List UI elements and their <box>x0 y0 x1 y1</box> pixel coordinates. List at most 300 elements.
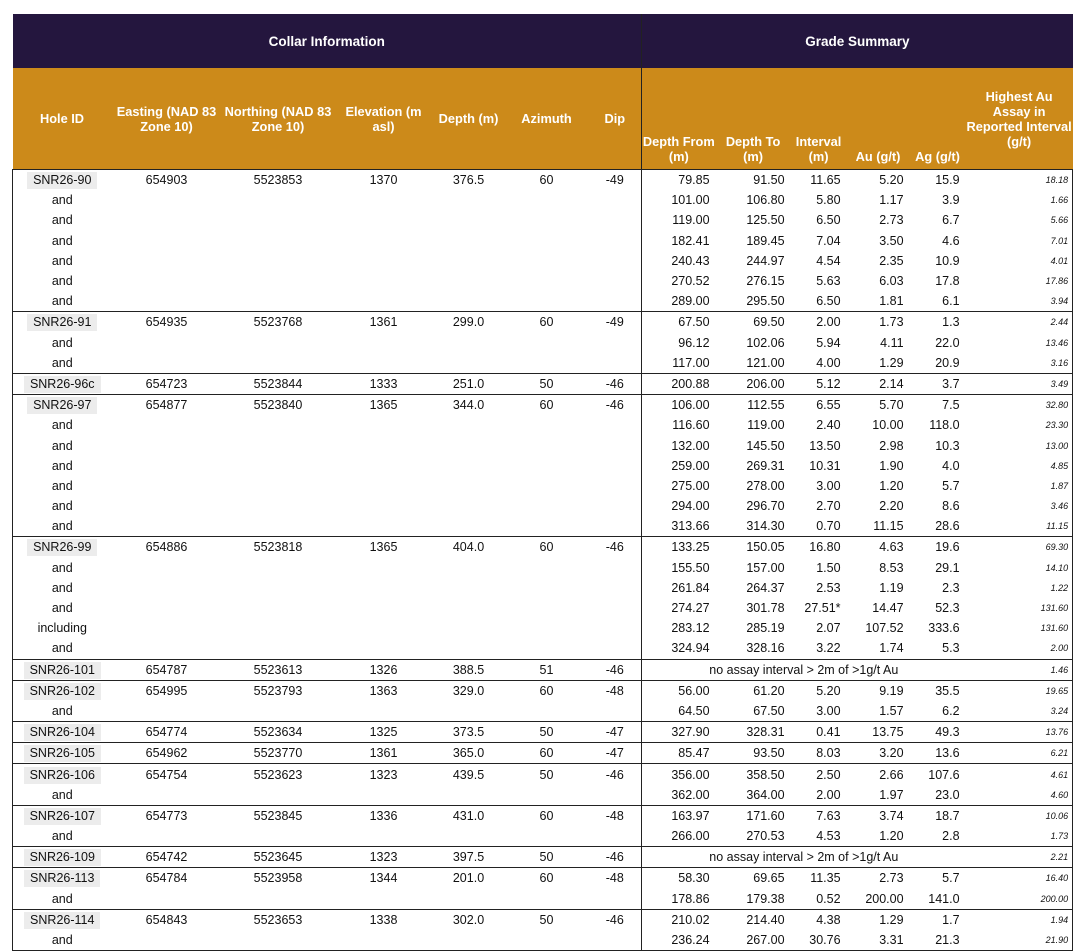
depth-from-cell: 356.00 <box>642 764 716 785</box>
no-assay-note: no assay interval > 2m of >1g/t Au <box>642 847 966 868</box>
azimuth-cell: 60 <box>505 395 589 416</box>
empty-cell <box>505 558 589 578</box>
table-row <box>13 537 1073 558</box>
au-cell: 107.52 <box>865 621 904 636</box>
northing-cell: 5523818 <box>222 537 335 558</box>
highest-au-cell: 4.60 <box>966 785 1073 806</box>
highest-au-cell: 5.66 <box>966 210 1073 230</box>
hole-id: SNR26-99 <box>27 539 97 556</box>
highest-au-cell: 14.10 <box>966 558 1073 578</box>
au-cell: 2.14 <box>847 373 910 394</box>
empty-cell <box>222 889 335 910</box>
highest-au-cell: 21.90 <box>966 930 1073 951</box>
depth-from-cell: 266.00 <box>671 829 710 844</box>
col-dip: Dip <box>589 68 642 170</box>
ag-cell: 17.8 <box>935 274 960 289</box>
depth-from-cell: 56.00 <box>642 680 716 701</box>
au-cell: 2.73 <box>847 868 910 889</box>
empty-cell <box>589 231 642 251</box>
highest-au-cell: 4.85 <box>966 456 1073 476</box>
empty-cell <box>112 578 222 598</box>
interval-cell: 4.54 <box>816 253 841 268</box>
au-cell: 8.53 <box>879 560 904 575</box>
highest-au-cell: 13.00 <box>966 435 1073 455</box>
dip-cell: -47 <box>589 743 642 764</box>
dip-cell: -46 <box>589 395 642 416</box>
empty-cell <box>112 496 222 516</box>
au-cell: 2.35 <box>879 253 904 268</box>
highest-au-cell: 1.66 <box>966 190 1073 210</box>
depth-to-cell: 358.50 <box>716 764 791 785</box>
empty-cell <box>335 516 433 537</box>
northing-cell: 5523613 <box>222 659 335 680</box>
empty-cell <box>335 231 433 251</box>
interval-label-cell: including <box>13 618 112 638</box>
depth-from-cell: 236.24 <box>642 930 716 951</box>
grade-summary-heading: Grade Summary <box>642 14 1073 68</box>
empty-cell <box>335 353 433 374</box>
highest-au-cell: 3.16 <box>966 353 1073 374</box>
hole-id: SNR26-102 <box>24 683 101 700</box>
empty-cell <box>112 456 222 476</box>
depth-cell: 201.0 <box>433 868 505 889</box>
drill-results-table-wrapper <box>12 14 1072 951</box>
table-row <box>13 251 1073 271</box>
depth-from-cell: 327.90 <box>642 722 716 743</box>
interval-label-cell: and <box>13 496 112 516</box>
depth-to-cell: 179.38 <box>746 891 785 906</box>
hole-id: SNR26-109 <box>24 849 101 866</box>
elevation-cell: 1323 <box>335 847 433 868</box>
empty-cell <box>589 271 642 291</box>
col-ag: Ag (g/t) <box>910 68 966 170</box>
empty-cell <box>335 415 433 435</box>
depth-to-cell: 157.00 <box>746 560 785 575</box>
dip-cell: -48 <box>589 805 642 826</box>
empty-cell <box>433 558 505 578</box>
interval-cell: 3.00 <box>816 478 841 493</box>
section-header-row <box>13 14 1073 68</box>
empty-cell <box>433 190 505 210</box>
table-row <box>13 373 1073 394</box>
empty-cell <box>222 435 335 455</box>
empty-cell <box>589 435 642 455</box>
table-row <box>13 231 1073 251</box>
hole-id-cell <box>13 680 112 701</box>
depth-to-cell: 328.31 <box>716 722 791 743</box>
highest-au-cell: 69.30 <box>966 537 1073 558</box>
col-hole-id: Hole ID <box>13 68 112 170</box>
empty-cell <box>112 353 222 374</box>
empty-cell <box>222 930 335 951</box>
empty-cell <box>589 598 642 618</box>
empty-cell <box>433 930 505 951</box>
col-elevation: Elevation (m asl) <box>335 68 433 170</box>
empty-cell <box>589 785 642 806</box>
highest-au-cell: 4.01 <box>966 251 1073 271</box>
au-cell: 3.50 <box>879 233 904 248</box>
interval-label-cell: and <box>13 558 112 578</box>
empty-cell <box>222 210 335 230</box>
empty-cell <box>589 251 642 271</box>
empty-cell <box>335 476 433 496</box>
empty-cell <box>335 930 433 951</box>
interval-cell: 8.03 <box>791 743 847 764</box>
empty-cell <box>505 476 589 496</box>
table-row <box>13 170 1073 191</box>
empty-cell <box>222 638 335 659</box>
empty-cell <box>112 476 222 496</box>
northing-cell: 5523793 <box>222 680 335 701</box>
azimuth-cell: 60 <box>505 680 589 701</box>
dip-cell: -46 <box>589 764 642 785</box>
empty-cell <box>222 701 335 722</box>
interval-label-cell: and <box>13 271 112 291</box>
au-cell: 3.20 <box>847 743 910 764</box>
depth-from-cell: 289.00 <box>671 294 710 309</box>
empty-cell <box>112 618 222 638</box>
au-cell: 1.81 <box>879 294 904 309</box>
depth-from-cell: 133.25 <box>642 537 716 558</box>
empty-cell <box>505 415 589 435</box>
interval-label-cell: and <box>13 333 112 353</box>
interval-cell: 27.51* <box>804 601 841 616</box>
interval-label-cell: and <box>13 415 112 435</box>
table-row <box>13 909 1073 930</box>
table-row <box>13 743 1073 764</box>
interval-cell: 3.00 <box>816 703 841 718</box>
easting-cell: 654742 <box>112 847 222 868</box>
empty-cell <box>335 271 433 291</box>
empty-cell <box>589 190 642 210</box>
empty-cell <box>335 435 433 455</box>
dip-cell: -46 <box>589 659 642 680</box>
empty-cell <box>222 353 335 374</box>
interval-cell: 30.76 <box>791 930 847 951</box>
depth-to-cell: 171.60 <box>716 805 791 826</box>
empty-cell <box>433 476 505 496</box>
empty-cell <box>222 231 335 251</box>
empty-cell <box>112 251 222 271</box>
ag-cell: 28.6 <box>935 519 960 534</box>
empty-cell <box>222 333 335 353</box>
empty-cell <box>505 516 589 537</box>
depth-cell: 251.0 <box>433 373 505 394</box>
empty-cell <box>335 333 433 353</box>
highest-au-cell: 13.46 <box>966 333 1073 353</box>
au-cell: 10.00 <box>872 418 904 433</box>
col-depth-to: Depth To (m) <box>716 68 791 170</box>
table-row <box>13 353 1073 374</box>
depth-from-cell: 163.97 <box>642 805 716 826</box>
interval-label-cell: and <box>13 701 112 722</box>
hole-id-cell <box>13 312 112 333</box>
depth-from-cell: 119.00 <box>672 213 710 228</box>
table-row <box>13 476 1073 496</box>
empty-cell <box>505 353 589 374</box>
empty-cell <box>505 618 589 638</box>
table-row <box>13 271 1073 291</box>
highest-au-cell: 23.30 <box>966 415 1073 435</box>
highest-au-cell: 6.21 <box>966 743 1073 764</box>
empty-cell <box>335 701 433 722</box>
table-row <box>13 889 1073 910</box>
empty-cell <box>589 516 642 537</box>
empty-cell <box>335 291 433 312</box>
elevation-cell: 1325 <box>335 722 433 743</box>
easting-cell: 654877 <box>112 395 222 416</box>
northing-cell: 5523958 <box>222 868 335 889</box>
northing-cell: 5523645 <box>222 847 335 868</box>
table-row <box>13 415 1073 435</box>
ag-cell: 21.3 <box>910 930 966 951</box>
hole-id-cell <box>13 373 112 394</box>
empty-cell <box>335 251 433 271</box>
azimuth-cell: 60 <box>505 743 589 764</box>
dip-cell: -49 <box>589 312 642 333</box>
au-cell: 1.20 <box>879 478 904 493</box>
empty-cell <box>112 826 222 847</box>
col-highest-au: Highest Au Assay in Reported Interval (g/t) <box>966 68 1073 170</box>
depth-to-cell: 150.05 <box>716 537 791 558</box>
table-row <box>13 312 1073 333</box>
empty-cell <box>505 456 589 476</box>
highest-au-cell: 3.49 <box>966 373 1073 394</box>
highest-au-cell: 131.60 <box>966 598 1073 618</box>
interval-cell: 1.50 <box>816 560 841 575</box>
empty-cell <box>433 516 505 537</box>
table-row <box>13 847 1073 868</box>
col-easting: Easting (NAD 83 Zone 10) <box>112 68 222 170</box>
empty-cell <box>112 415 222 435</box>
highest-au-cell: 17.86 <box>966 271 1073 291</box>
au-cell: 5.20 <box>847 170 910 191</box>
ag-cell: 333.6 <box>928 621 960 636</box>
ag-cell: 107.6 <box>910 764 966 785</box>
highest-au-cell: 1.46 <box>966 659 1073 680</box>
empty-cell <box>112 435 222 455</box>
empty-cell <box>589 638 642 659</box>
azimuth-cell: 51 <box>505 659 589 680</box>
empty-cell <box>112 271 222 291</box>
ag-cell: 5.7 <box>942 478 960 493</box>
interval-cell: 7.63 <box>791 805 847 826</box>
empty-cell <box>433 496 505 516</box>
col-depth: Depth (m) <box>433 68 505 170</box>
au-cell: 9.19 <box>847 680 910 701</box>
easting-cell: 654935 <box>112 312 222 333</box>
drill-results-table <box>12 14 1073 951</box>
depth-from-cell: 313.66 <box>671 519 710 534</box>
au-cell: 2.20 <box>879 499 904 514</box>
interval-cell: 2.00 <box>791 312 847 333</box>
depth-from-cell: 200.88 <box>642 373 716 394</box>
au-cell: 5.70 <box>847 395 910 416</box>
hole-id-cell <box>13 170 112 191</box>
empty-cell <box>505 889 589 910</box>
ag-cell: 8.6 <box>942 499 960 514</box>
empty-cell <box>589 291 642 312</box>
dip-cell: -46 <box>589 373 642 394</box>
depth-from-cell: 178.86 <box>671 891 710 906</box>
empty-cell <box>433 598 505 618</box>
interval-cell: 2.07 <box>816 621 841 636</box>
table-row <box>13 785 1073 806</box>
depth-to-cell: 244.97 <box>746 253 785 268</box>
empty-cell <box>222 558 335 578</box>
empty-cell <box>112 231 222 251</box>
table-row <box>13 826 1073 847</box>
au-cell: 2.66 <box>847 764 910 785</box>
azimuth-cell: 60 <box>505 868 589 889</box>
highest-au-cell: 2.44 <box>966 312 1073 333</box>
northing-cell: 5523623 <box>222 764 335 785</box>
table-row <box>13 210 1073 230</box>
elevation-cell: 1361 <box>335 743 433 764</box>
depth-to-cell: 189.45 <box>746 233 785 248</box>
au-cell: 1.73 <box>847 312 910 333</box>
depth-to-cell: 93.50 <box>716 743 791 764</box>
depth-to-cell: 285.19 <box>746 621 785 636</box>
interval-label-cell: and <box>13 353 112 374</box>
empty-cell <box>335 618 433 638</box>
dip-cell: -46 <box>589 909 642 930</box>
easting-cell: 654843 <box>112 909 222 930</box>
ag-cell: 6.7 <box>942 213 960 228</box>
empty-cell <box>335 456 433 476</box>
azimuth-cell: 60 <box>505 805 589 826</box>
depth-from-cell: 362.00 <box>671 787 710 802</box>
elevation-cell: 1365 <box>335 395 433 416</box>
northing-cell: 5523653 <box>222 909 335 930</box>
depth-to-cell: 106.80 <box>746 193 785 208</box>
highest-au-cell: 3.94 <box>966 291 1073 312</box>
depth-from-cell: 294.00 <box>671 499 710 514</box>
depth-from-cell: 261.84 <box>671 580 710 595</box>
empty-cell <box>505 333 589 353</box>
depth-from-cell: 116.60 <box>672 418 710 433</box>
empty-cell <box>335 558 433 578</box>
ag-cell: 35.5 <box>910 680 966 701</box>
highest-au-cell: 1.73 <box>966 826 1073 847</box>
table-row <box>13 764 1073 785</box>
table-row <box>13 291 1073 312</box>
empty-cell <box>589 826 642 847</box>
empty-cell <box>433 826 505 847</box>
empty-cell <box>433 210 505 230</box>
highest-au-cell: 19.65 <box>966 680 1073 701</box>
interval-cell: 5.20 <box>791 680 847 701</box>
empty-cell <box>222 251 335 271</box>
interval-label-cell: and <box>13 930 112 951</box>
ag-cell: 49.3 <box>910 722 966 743</box>
empty-cell <box>433 435 505 455</box>
interval-cell: 6.50 <box>816 294 841 309</box>
highest-au-cell: 3.24 <box>966 701 1073 722</box>
table-row <box>13 190 1073 210</box>
table-row <box>13 701 1073 722</box>
highest-au-cell: 200.00 <box>966 889 1073 910</box>
table-row <box>13 598 1073 618</box>
easting-cell: 654995 <box>112 680 222 701</box>
highest-au-cell: 13.76 <box>966 722 1073 743</box>
depth-from-cell: 182.41 <box>671 233 710 248</box>
ag-cell: 7.5 <box>910 395 966 416</box>
hole-id-cell <box>13 764 112 785</box>
empty-cell <box>505 701 589 722</box>
highest-au-cell: 1.22 <box>966 578 1073 598</box>
depth-cell: 344.0 <box>433 395 505 416</box>
highest-au-cell: 1.94 <box>966 909 1073 930</box>
depth-from-cell: 240.43 <box>671 253 710 268</box>
hole-id-cell <box>13 847 112 868</box>
hole-id-cell <box>13 909 112 930</box>
empty-cell <box>505 598 589 618</box>
dip-cell: -48 <box>589 680 642 701</box>
col-depth-from: Depth From (m) <box>642 68 716 170</box>
depth-cell: 302.0 <box>433 909 505 930</box>
depth-from-cell: 101.00 <box>671 193 710 208</box>
empty-cell <box>505 638 589 659</box>
empty-cell <box>222 618 335 638</box>
ag-cell: 5.7 <box>910 868 966 889</box>
empty-cell <box>222 785 335 806</box>
ag-cell: 118.0 <box>929 418 960 433</box>
interval-label-cell: and <box>13 578 112 598</box>
depth-from-cell: 210.02 <box>642 909 716 930</box>
azimuth-cell: 50 <box>505 722 589 743</box>
empty-cell <box>222 516 335 537</box>
empty-cell <box>589 930 642 951</box>
hole-id-cell <box>13 743 112 764</box>
au-cell: 4.11 <box>880 335 904 350</box>
depth-from-cell: 274.27 <box>671 601 710 616</box>
empty-cell <box>433 578 505 598</box>
depth-to-cell: 61.20 <box>716 680 791 701</box>
depth-from-cell: 270.52 <box>671 274 710 289</box>
hole-id-cell <box>13 722 112 743</box>
table-row <box>13 722 1073 743</box>
interval-cell: 16.80 <box>791 537 847 558</box>
depth-to-cell: 206.00 <box>716 373 791 394</box>
empty-cell <box>433 415 505 435</box>
depth-cell: 365.0 <box>433 743 505 764</box>
ag-cell: 6.1 <box>942 294 960 309</box>
easting-cell: 654903 <box>112 170 222 191</box>
northing-cell: 5523844 <box>222 373 335 394</box>
depth-from-cell: 283.12 <box>671 621 710 636</box>
hole-id: SNR26-105 <box>24 745 101 762</box>
empty-cell <box>112 598 222 618</box>
ag-cell: 1.7 <box>910 909 966 930</box>
empty-cell <box>505 930 589 951</box>
ag-cell: 52.3 <box>935 601 960 616</box>
table-row <box>13 333 1073 353</box>
hole-id: SNR26-97 <box>27 397 97 414</box>
interval-label-cell: and <box>13 435 112 455</box>
depth-to-cell: 328.16 <box>746 641 785 656</box>
empty-cell <box>112 889 222 910</box>
depth-to-cell: 125.50 <box>746 213 785 228</box>
interval-cell: 4.53 <box>816 829 841 844</box>
easting-cell: 654774 <box>112 722 222 743</box>
empty-cell <box>433 271 505 291</box>
empty-cell <box>589 558 642 578</box>
ag-cell: 2.3 <box>942 580 960 595</box>
hole-id-cell <box>13 537 112 558</box>
easting-cell: 654962 <box>112 743 222 764</box>
highest-au-cell: 1.87 <box>966 476 1073 496</box>
